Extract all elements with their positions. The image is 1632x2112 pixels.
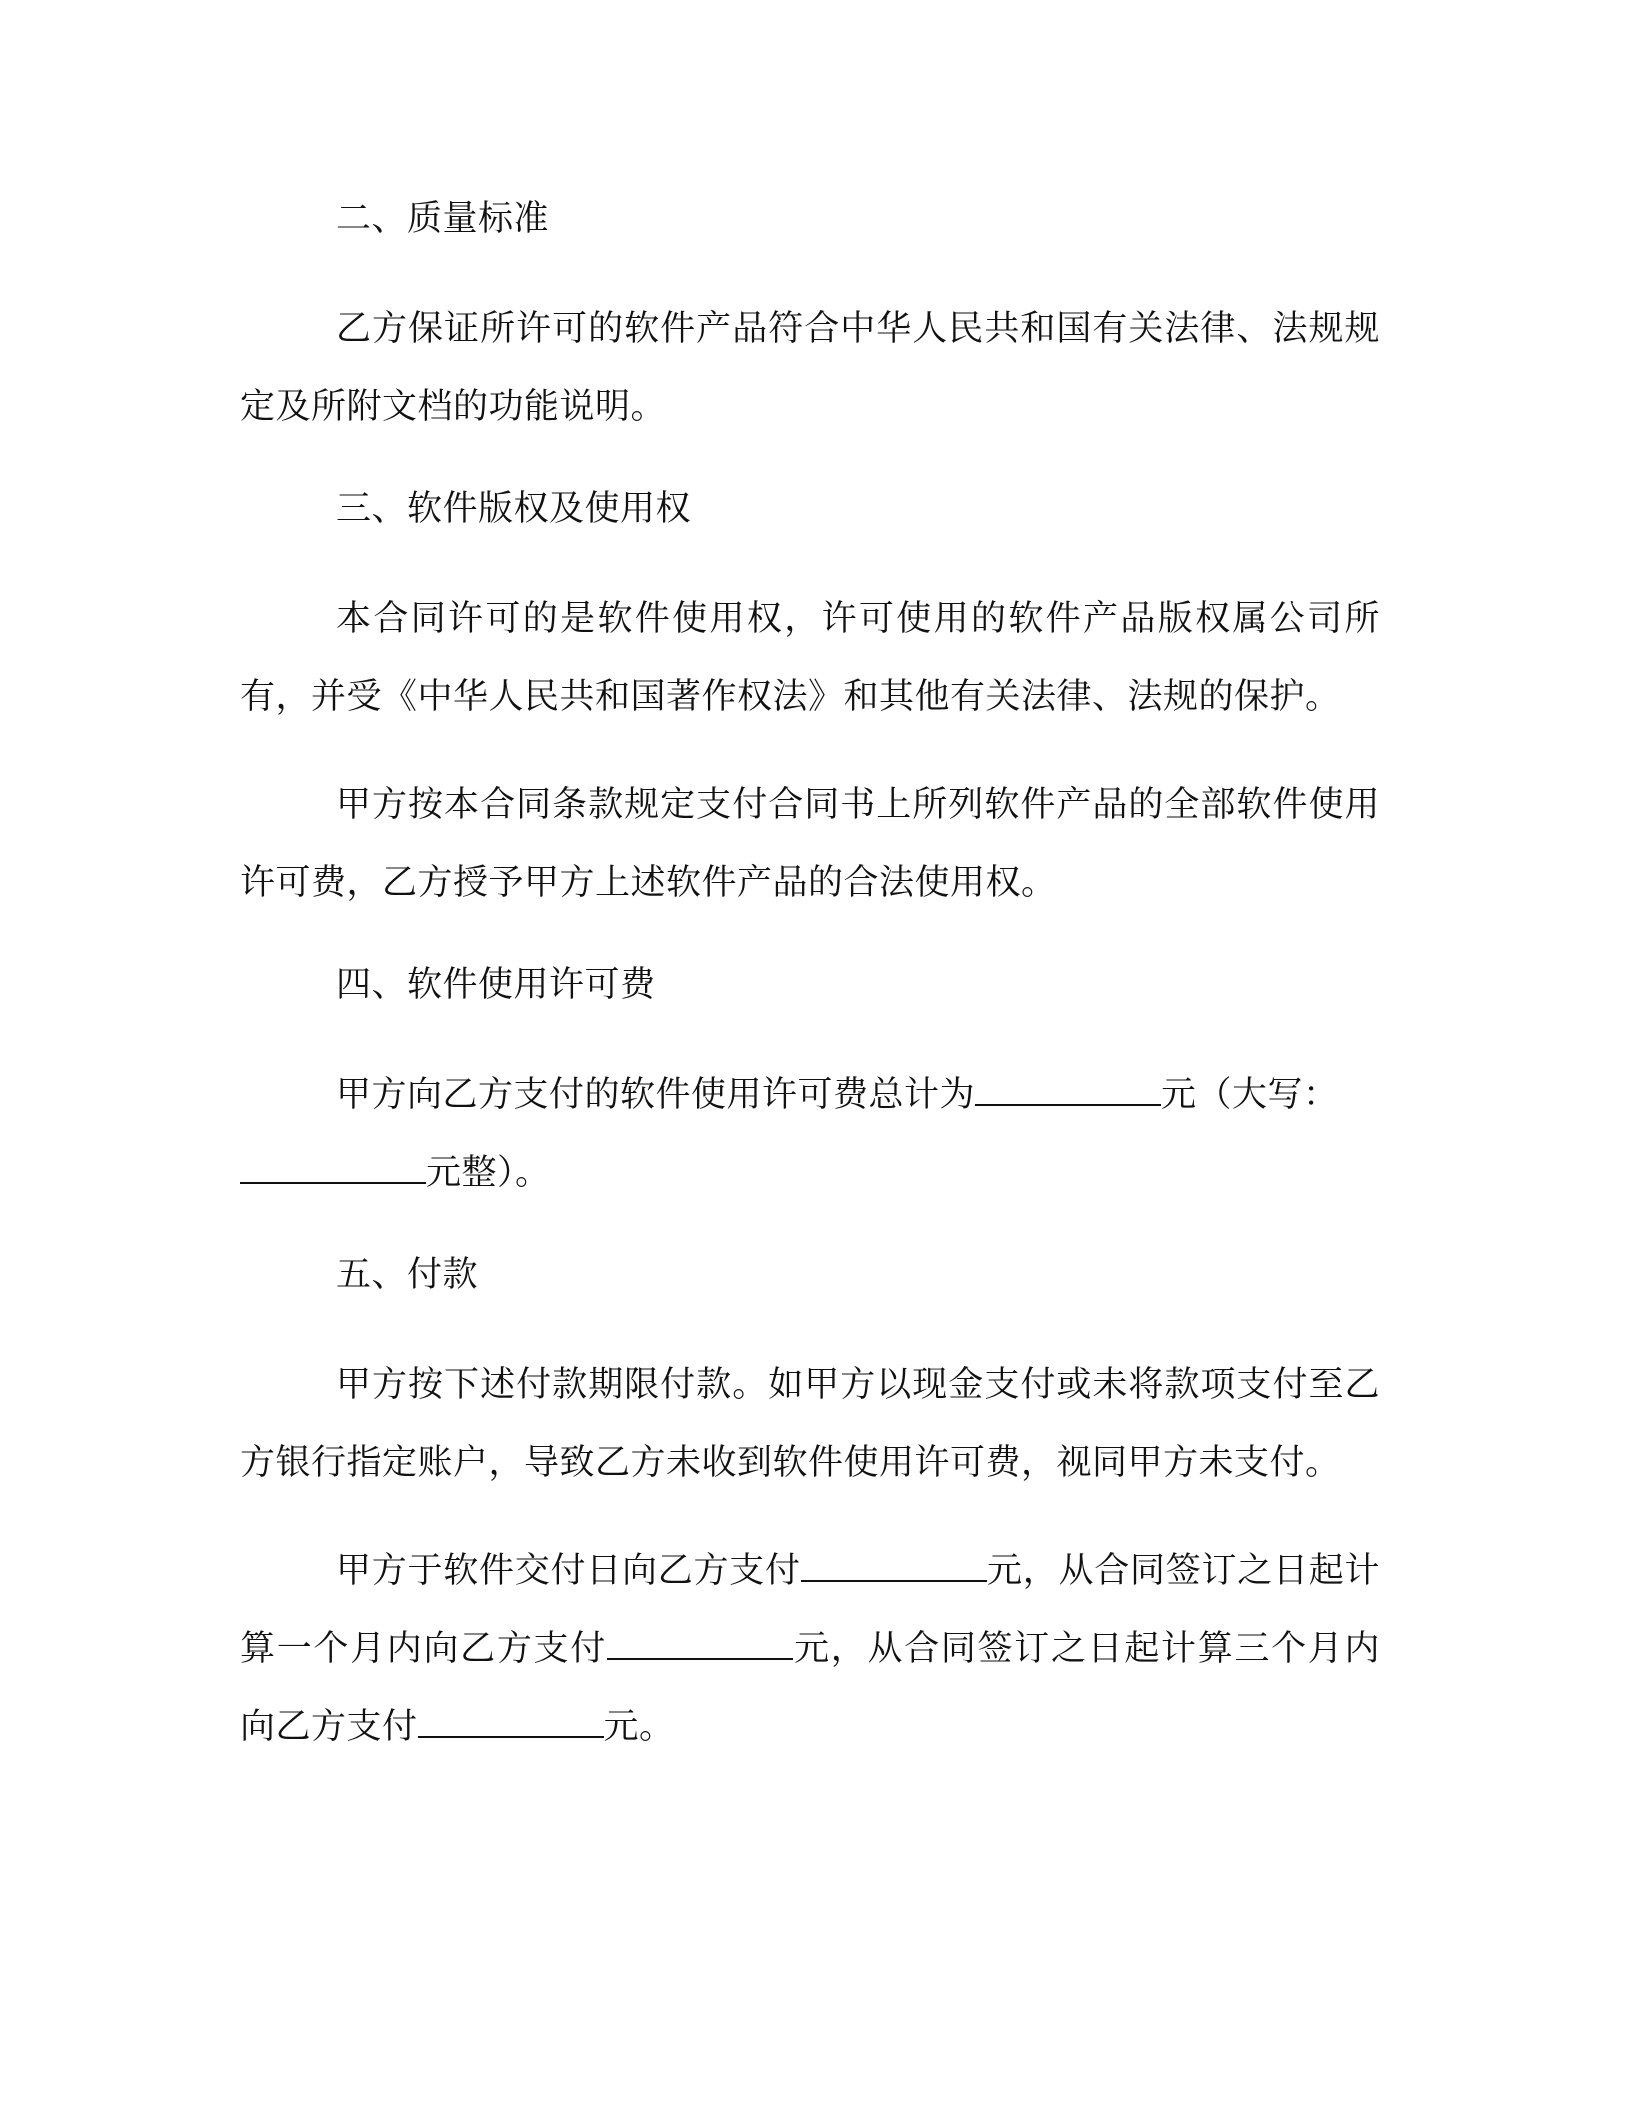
- section-5-paragraph-2: [240, 1532, 1380, 1766]
- fee-text-b: 元（大写：: [1161, 1075, 1339, 1115]
- payment-blank-1: [801, 1550, 987, 1582]
- section-5-paragraph-1: 甲方按下述付款期限付款。如甲方以现金支付或未将款项支付至乙方银行指定账户，导致乙方未收到软件使用许可费，视同甲方未支付。: [240, 1365, 1380, 1483]
- section-2-paragraph-1: 乙方保证所许可的软件产品符合中华人民共和国有关法律、法规规定及所附文档的功能说明。: [240, 309, 1380, 427]
- payment-text-d: 元。: [603, 1707, 675, 1747]
- fee-text-a: 甲方向乙方支付的软件使用许可费总计为: [336, 1075, 976, 1115]
- payment-blank-3: [418, 1706, 604, 1738]
- section-5-heading: 五、付款: [336, 1255, 479, 1295]
- payment-blank-2: [607, 1628, 793, 1660]
- section-2-heading: 二、质量标准: [336, 199, 550, 239]
- payment-text-c: 元，从合同签订之日起计算三个月内向乙方支付: [240, 1629, 1380, 1747]
- section-3-paragraph-1: 本合同许可的是软件使用权，许可使用的软件产品版权属公司所有，并受《中华人民共和国著作权法》和其他有关法律、法规的保护。: [240, 599, 1380, 717]
- section-3-paragraph-2: 甲方按本合同条款规定支付合同书上所列软件产品的全部软件使用许可费，乙方授予甲方上述软件产品的合法使用权。: [240, 785, 1380, 903]
- fee-amount-blank: [975, 1074, 1161, 1106]
- payment-text-a: 甲方于软件交付日向乙方支付: [336, 1551, 801, 1591]
- document-body: [240, 186, 1380, 1796]
- section-4-heading: 四、软件使用许可费: [336, 965, 656, 1005]
- fee-uppercase-blank: [240, 1152, 426, 1184]
- payment-text-b: 元，从合同签订之日起计算一个月内向乙方支付: [240, 1551, 1380, 1669]
- fee-text-c: 元整）。: [426, 1153, 551, 1193]
- section-4-paragraph-1: [240, 1056, 1380, 1212]
- section-3-heading: 三、软件版权及使用权: [336, 489, 692, 529]
